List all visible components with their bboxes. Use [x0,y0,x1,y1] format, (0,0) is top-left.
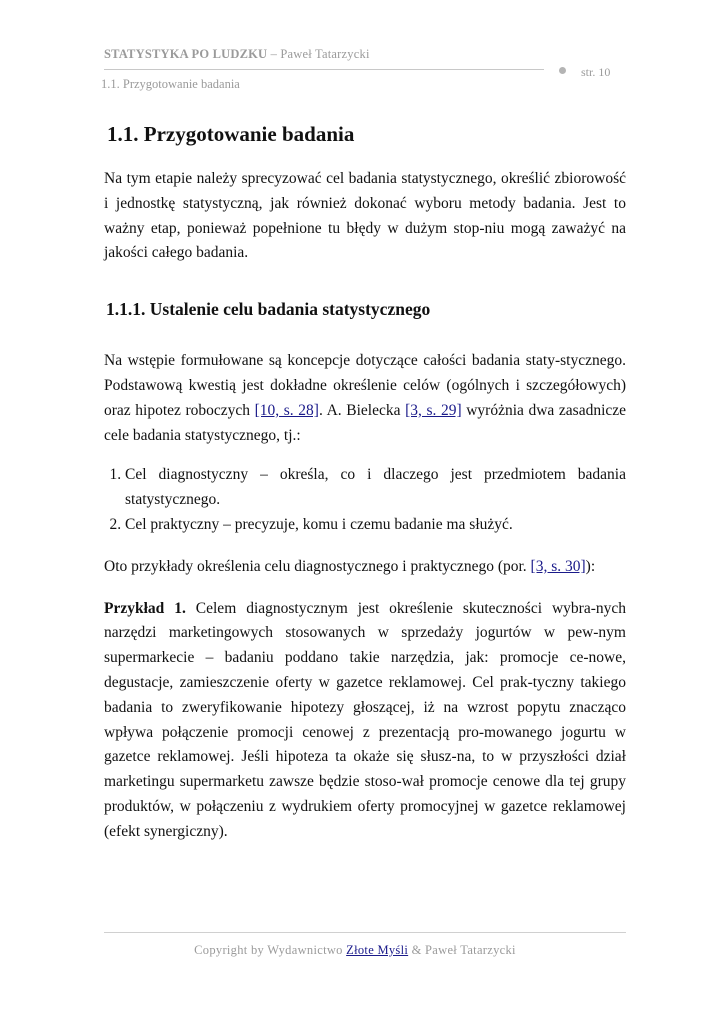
example-label: Przykład 1. [104,599,186,617]
subsection-heading: 1.1.1. Ustalenie celu badania statystycznego [106,299,431,320]
book-title: STATYSTYKA PO LUDZKU [104,47,268,61]
paragraph-text: . A. Bielecka [318,401,406,419]
paragraph-text: Na wstępie formułowane są koncepcje dotyczące całości badania staty-stycznego. Podstawową kwestią jest dokładne określenie celów (ogólnych i szczegółowych) oraz hipotez roboczych [104,352,626,419]
paragraph-text: wyróżnia dwa zasadnicze cele badania statystycznego, tj.: [104,401,627,444]
example-text: Celem diagnostycznym jest określenie skuteczności wybra-nych narzędzi marketingowych stosowanych w sprzedaży jogurtów w pew-nym supermarkecie – badaniu poddano takie narzędzia, jak: promocje ce-nowe, degustacje, zamieszczenie oferty w gazetce reklamowej. Cel prak-tyczny takiego badania to zweryfikowanie hipotezy głoszącej, iż na wzrost popytu znacząco wpływa połączenie promocji cenowej z prezentacją pro-mowanego jogurtu w gazetce reklamowej. Jeśli hipoteza ta okaże się słusz-na, to w przyszłości dział marketingu supermarketu zawsze będzie stoso-wał promocje cenowe dla tej grupy produktów, w połączeniu z wydrukiem oferty promocyjnej w gazetce reklamowej (efekt synergiczny). [104,599,626,840]
goals-list [104,463,626,537]
examples-intro-paragraph [104,555,626,580]
page-number: str. 10 [581,65,611,79]
list-item: 2. Cel praktyczny – precyzuje, komu i czemu badanie ma służyć. [125,513,626,538]
header-separator: – [267,47,281,61]
page-content [104,122,626,845]
list-item: 1. Cel diagnostyczny – określa, co i dlaczego jest przedmiotem badania statystycznego. [125,463,626,513]
publisher-link[interactable]: Złote Myśli [346,943,409,957]
example-paragraph [104,597,626,845]
section-heading: 1.1. Przygotowanie badania [107,122,355,146]
header-title [104,47,370,62]
copyright-suffix: & Paweł Tatarzycki [408,943,516,957]
paragraph-text: ): [585,557,596,575]
header-section: 1.1. Przygotowanie badania [101,77,240,91]
citation-link[interactable]: [10, s. 28] [254,401,319,419]
header-divider [104,69,544,70]
body-paragraph-goals [104,349,626,448]
citation-link[interactable]: [3, s. 30] [530,557,586,575]
copyright-notice [104,943,626,958]
page-header [101,47,624,107]
author-name: Paweł Tatarzycki [280,47,370,61]
bullet-icon [559,67,566,74]
footer-divider [104,932,626,933]
intro-paragraph: Na tym etapie należy sprecyzować cel badania statystycznego, określić zbiorowość i jednostkę statystyczną, jak również dokonać wyboru metody badania. Jest to ważny etap, ponieważ popełnione tu błędy w dużym stop-niu mogą zaważyć na jakości całego badania. [104,170,626,262]
copyright-prefix: Copyright by Wydawnictwo [194,943,347,957]
paragraph-text: Oto przykłady określenia celu diagnostycznego i praktycznego (por. [104,557,531,575]
page-footer [104,932,626,958]
citation-link[interactable]: [3, s. 29] [405,401,462,419]
